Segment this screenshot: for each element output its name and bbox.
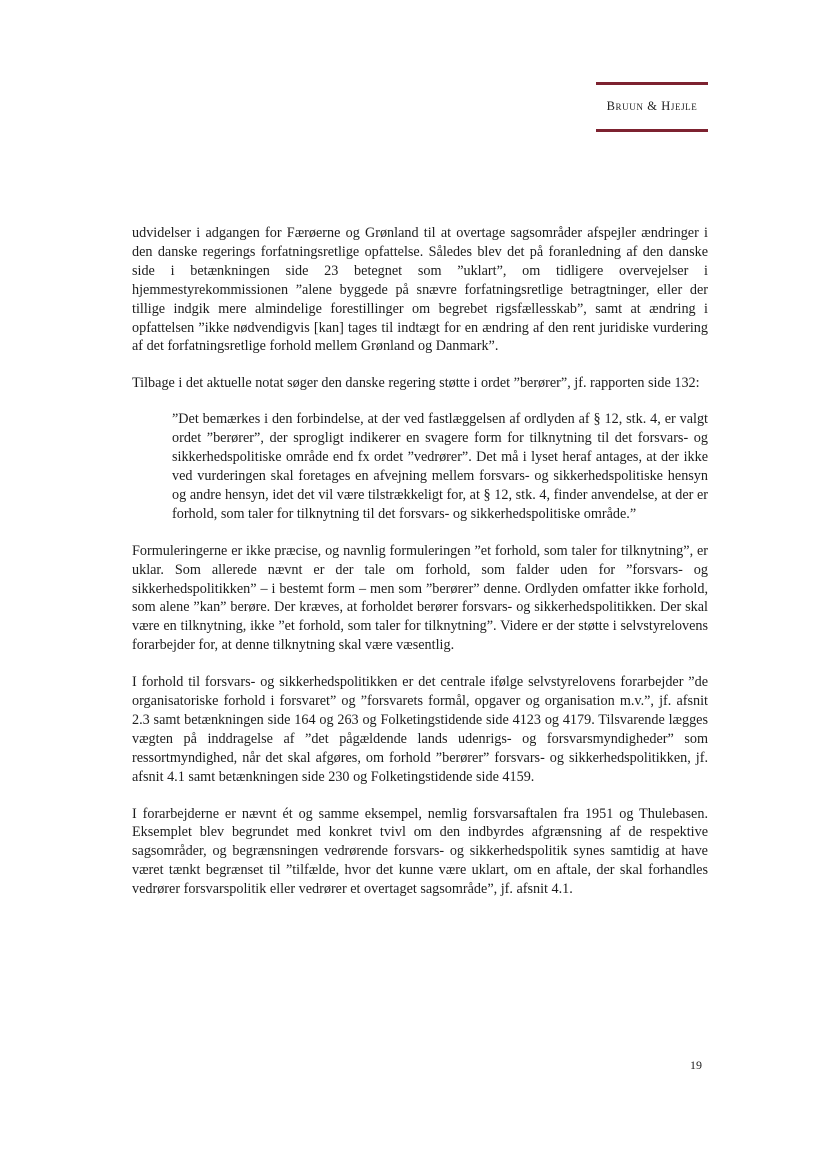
paragraph-2: Tilbage i det aktuelle notat søger den danske regering støtte i ordet ”berører”, jf. rapporten side 132: bbox=[132, 375, 700, 392]
firm-name: Bruun & Hjejle bbox=[606, 99, 698, 113]
paragraph-4: I forhold til forsvars- og sikkerhedspolitikken er det centrale ifølge selvstyrelovens forarbejder ”de organisatoriske forhold i forsvaret” og ”forsvarets formål, opgaver og organisation m.v.”, jf. afsnit 2.3 samt betænkningen side 164 og 263 og Folketingstidende side 4123 og 4179. Tilsvarende lægges vægten på inddragelse af ”det pågældende lands udenrigs- og forsvarsmyndigheder” som ressortmyndighed, når det skal afgøres, om forhold ”berører” forsvars- og sikkerhedspolitikken, jf. afsnit 4.1 samt betænkningen side 230 og Folketingstidende side 4159. bbox=[132, 674, 708, 785]
paragraph-5: I forarbejderne er nævnt ét og samme eksempel, nemlig forsvarsaftalen fra 1951 og Thulebasen. Eksemplet blev begrundet med konkret tvivl om den indbyrdes afgrænsning af de respektive sagsområder, og begrænsningen vedrørende forsvars- og sikkerhedspolitik synes samtidig at have været tænkt begrænset til ”tilfælde, hvor det kunne være uklart, om en aftale, der skal forhandles vedrører forsvarspolitik eller vedrører et overtaget sagsområde”, jf. afsnit 4.1. bbox=[132, 805, 708, 898]
header-top-rule bbox=[596, 82, 708, 85]
block-quote: ”Det bemærkes i den forbindelse, at der ved fastlæggelsen af ordlyden af § 12, stk. 4, er valgt ordet ”berører”, der sprogligt indikerer en svagere form for tilknytning til det forsvars- og sikkerhedspolitiske område end fx ordet ”vedrører”. Det må i lyset heraf antages, at der ikke ved vurderingen skal foretages en afvejning mellem forsvars- og sikkerhedspolitiske hensyn og andre hensyn, idet det vil være tilstrækkeligt for, at § 12, stk. 4, finder anvendelse, at der er forhold, som taler for tilknytning til det forsvars- og sikkerhedspolitiske område.” bbox=[172, 411, 708, 522]
page-number: 19 bbox=[690, 1058, 702, 1072]
letterhead bbox=[596, 82, 708, 132]
paragraph-1: udvidelser i adgangen for Færøerne og Grønland til at overtage sagsområder afspejler ændringer i den danske regerings forfatningsretlige opfattelse. Således blev det på foranledning af den danske side i betænkningen side 23 betegnet som ”uklart”, om tidligere overvejelser i hjemmestyrekommissionen ”alene byggede på snævre forfatningsretlige betragtninger, eller der tillige indgik mere almindelige forestillinger om begrebet rigsfællesskab”, samt at ændring i opfattelsen ”ikke nødvendigvis [kan] tages til indtægt for en ændring af den rent juridiske vurdering af det forfatningsretlige forhold mellem Grønland og Danmark”. bbox=[132, 225, 708, 355]
body-text bbox=[132, 224, 708, 899]
header-bottom-rule bbox=[596, 129, 708, 132]
paragraph-3: Formuleringerne er ikke præcise, og navnlig formuleringen ”et forhold, som taler for tilknytning”, er uklar. Som allerede nævnt er der tale om forhold, som falder uden for ”forsvars- og sikkerhedspolitikken” – i bestemt form – men som ”berører” denne. Ordlyden omfatter ikke forhold, som alene ”kan” berøre. Der kræves, at forholdet berører forsvars- og sikkerhedspolitikken. Der skal være en tilknytning, ikke ”et forhold, som taler for tilknytning”. Videre er der støtte i selvstyrelovens forarbejder for, at denne tilknytning skal være væsentlig. bbox=[132, 542, 708, 654]
